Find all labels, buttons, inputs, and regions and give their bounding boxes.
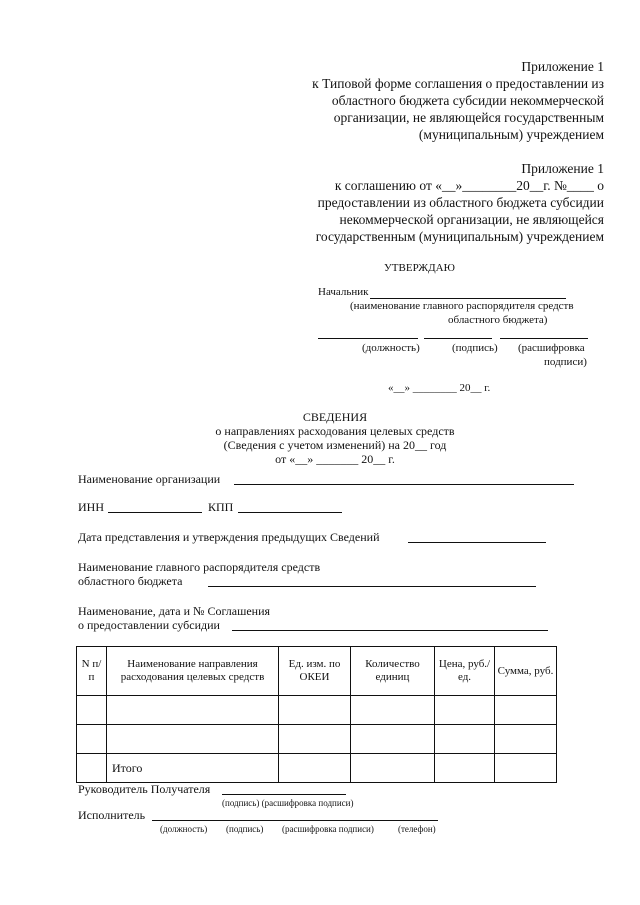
appendix-2-title: Приложение 1 [521, 161, 604, 176]
chief-underline[interactable] [370, 298, 566, 299]
head-label: Руководитель Получателя [78, 782, 211, 796]
table-cell[interactable] [107, 696, 279, 725]
position-label: (должность) [362, 342, 420, 354]
appendix-1-title: Приложение 1 [521, 59, 604, 74]
exec-hint: (расшифровка подписи) [282, 824, 374, 834]
head-signature-field[interactable] [222, 794, 346, 795]
decoding-underline[interactable] [500, 338, 588, 339]
appendix-2-line: к соглашению от «__»________20__г. №____ о [334, 178, 604, 193]
table-cell[interactable] [279, 754, 351, 783]
heading-line-2: (Сведения с учетом изменений) на 20__ год [223, 438, 447, 452]
head-hint: (подпись) (расшифровка подписи) [222, 798, 354, 808]
approve-date: «__» ________ 20__ г. [388, 382, 491, 394]
table-cell [77, 754, 107, 783]
table-cell[interactable] [495, 754, 557, 783]
gr-field[interactable] [208, 586, 536, 587]
chief-hint-1: (наименование главного распорядителя средств [350, 300, 574, 312]
chief-hint-2: областного бюджета) [448, 314, 548, 326]
signature-underline[interactable] [424, 338, 492, 339]
prev-date-field[interactable] [408, 542, 546, 543]
heading-title: СВЕДЕНИЯ [302, 410, 368, 424]
table-header-cell: Ед. изм. по ОКЕИ [279, 647, 351, 696]
appendix-1 [312, 58, 604, 143]
gr-label-2: областного бюджета [78, 574, 183, 588]
appendix-1-line: к Типовой форме соглашения о предоставлении из [312, 76, 604, 91]
decoding-label-2: подписи) [544, 356, 587, 368]
appendix-2-line: предоставлении из областного бюджета субсидии [317, 195, 604, 210]
table-header-cell: Сумма, руб. [495, 647, 557, 696]
kpp-label: КПП [208, 500, 234, 514]
appendix-1-line: организации, не являющейся государственным [333, 110, 604, 125]
exec-signature-field[interactable] [152, 820, 438, 821]
table-cell[interactable] [279, 696, 351, 725]
table-cell[interactable] [435, 696, 495, 725]
inn-field[interactable] [108, 512, 202, 513]
org-name-label: Наименование организации [78, 472, 221, 486]
expenses-table [76, 646, 557, 783]
table-cell[interactable] [495, 725, 557, 754]
exec-hint: (телефон) [398, 824, 436, 834]
inn-label: ИНН [78, 500, 104, 514]
approve-title: УТВЕРЖДАЮ [384, 262, 455, 274]
org-name-field[interactable] [234, 484, 574, 485]
appendix-1-line: областного бюджета субсидии некоммерческой [331, 93, 604, 108]
heading-line-1: о направлениях расходования целевых средств [215, 424, 455, 438]
table-header-cell: Цена, руб./ед. [435, 647, 495, 696]
appendix-2 [316, 160, 604, 245]
table-row [77, 696, 557, 725]
table-header-row [77, 647, 557, 696]
decoding-label-1: (расшифровка [518, 342, 585, 354]
table-cell[interactable] [77, 696, 107, 725]
signature-label: (подпись) [452, 342, 498, 354]
table-cell[interactable] [351, 725, 435, 754]
kpp-field[interactable] [238, 512, 342, 513]
table-header-cell: Наименование направления расходования целевых средств [107, 647, 279, 696]
table-total-row [77, 754, 557, 783]
table-cell[interactable] [495, 696, 557, 725]
table-cell[interactable] [351, 696, 435, 725]
position-underline[interactable] [318, 338, 418, 339]
exec-label: Исполнитель [78, 808, 146, 822]
table-cell[interactable] [351, 754, 435, 783]
table-cell[interactable] [435, 725, 495, 754]
gr-label-1: Наименование главного распорядителя средств [78, 560, 321, 574]
total-label: Итого [107, 754, 279, 783]
agr-field[interactable] [232, 630, 548, 631]
table-cell[interactable] [77, 725, 107, 754]
agr-label-1: Наименование, дата и № Соглашения [78, 604, 271, 618]
appendix-2-line: некоммерческой организации, не являющейся [339, 212, 604, 227]
table-header-cell: Количество единиц [351, 647, 435, 696]
agr-label-2: о предоставлении субсидии [78, 618, 220, 632]
appendix-2-line: государственным (муниципальным) учреждением [315, 229, 604, 244]
exec-hint: (должность) [160, 824, 208, 834]
heading-line-3: от «__» _______ 20__ г. [275, 452, 395, 466]
table-cell[interactable] [435, 754, 495, 783]
exec-hint: (подпись) [226, 824, 264, 834]
table-header-cell: N п/п [77, 647, 107, 696]
appendix-1-line: (муниципальным) учреждением [418, 127, 604, 142]
prev-date-label: Дата представления и утверждения предыдущих Сведений [78, 530, 380, 544]
table-cell[interactable] [107, 725, 279, 754]
chief-label: Начальник [318, 286, 369, 298]
table-row [77, 725, 557, 754]
table-cell[interactable] [279, 725, 351, 754]
